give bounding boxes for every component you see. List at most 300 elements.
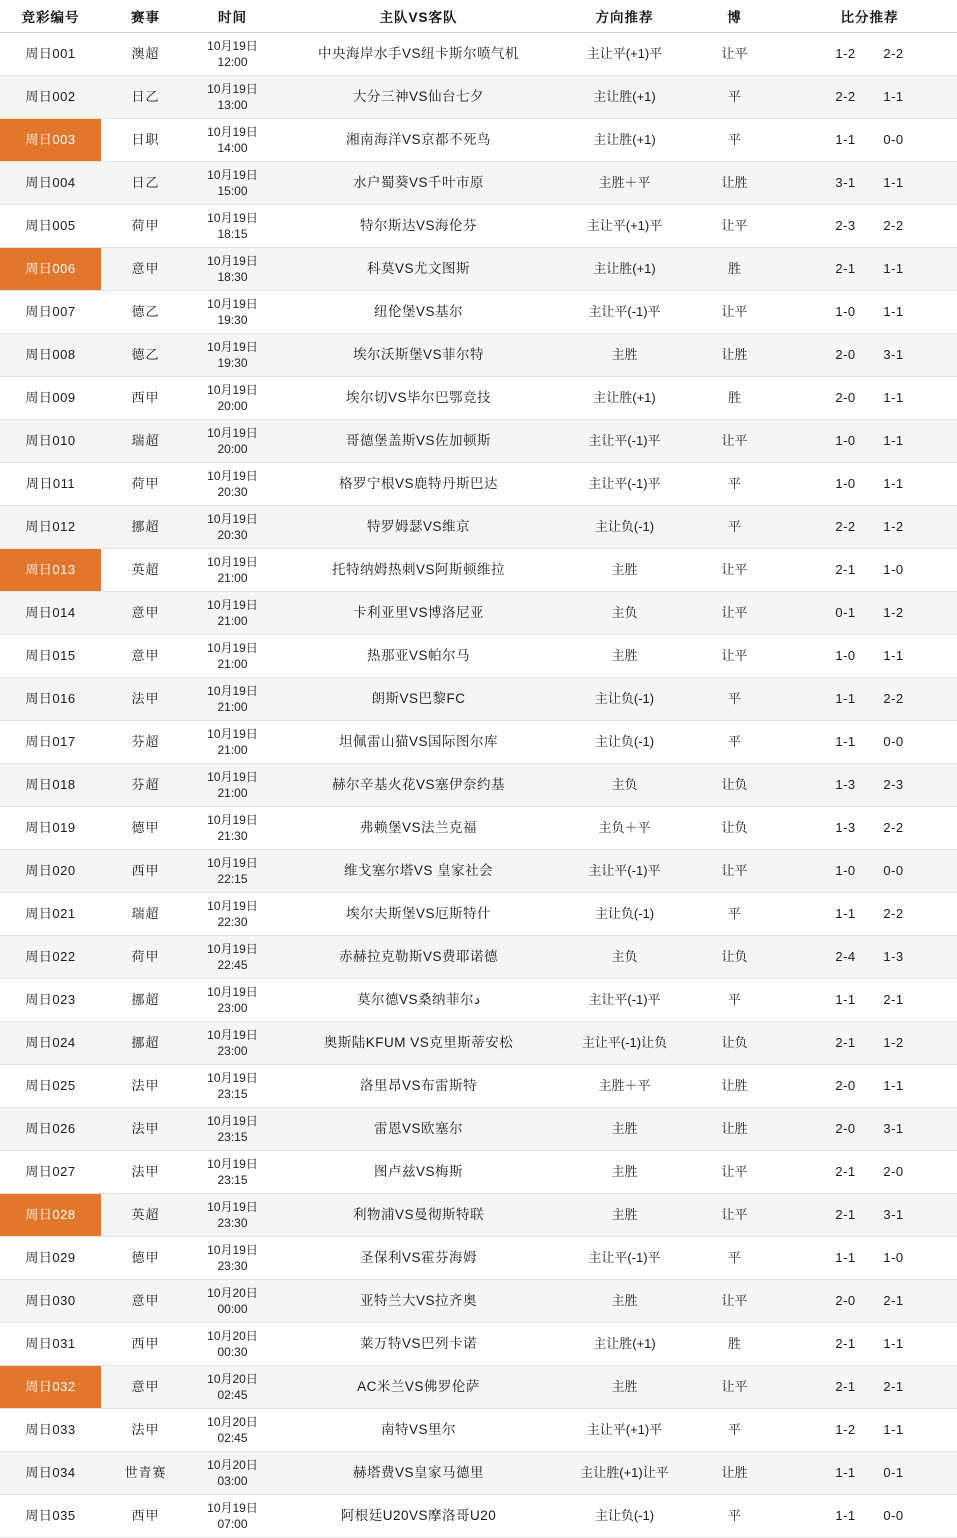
cell-match-id: 周日032	[0, 1366, 101, 1409]
cell-date-text: 10月19日	[207, 1199, 258, 1214]
cell-clock-text: 21:00	[217, 657, 248, 671]
table-row	[0, 1151, 957, 1194]
cell-direction: 主负	[562, 592, 687, 635]
cell-match-id: 周日031	[0, 1323, 101, 1366]
cell-time	[190, 549, 275, 592]
score-option-2: 2-1	[883, 1293, 904, 1309]
cell-match-id: 周日024	[0, 1022, 101, 1065]
cell-match-id: 周日004	[0, 162, 101, 205]
cell-teams: 维戈塞尔塔VS 皇家社会	[275, 850, 562, 893]
score-option-2: 2-2	[883, 691, 904, 707]
score-option-1: 1-2	[835, 46, 856, 62]
cell-score	[782, 1495, 957, 1538]
cell-teams: 中央海岸水手VS纽卡斯尔喷气机	[275, 33, 562, 76]
score-option-1: 1-1	[835, 691, 856, 707]
cell-match-id: 周日003	[0, 119, 101, 162]
cell-date-text: 10月19日	[207, 511, 258, 526]
score-option-2: 2-2	[883, 46, 904, 62]
score-option-1: 1-1	[835, 734, 856, 750]
cell-bo: 让平	[687, 1366, 782, 1409]
score-option-1: 1-0	[835, 476, 856, 492]
score-option-1: 2-1	[835, 562, 856, 578]
cell-score	[782, 76, 957, 119]
cell-bo: 让胜	[687, 1108, 782, 1151]
cell-teams: 阿根廷U20VS摩洛哥U20	[275, 1495, 562, 1538]
score-option-1: 2-4	[835, 949, 856, 965]
cell-bo: 让胜	[687, 334, 782, 377]
header-teams: 主队VS客队	[275, 0, 562, 33]
score-option-1: 1-1	[835, 1508, 856, 1524]
cell-direction: 主胜	[562, 334, 687, 377]
cell-match-id: 周日023	[0, 979, 101, 1022]
cell-time	[190, 893, 275, 936]
cell-date-text: 10月19日	[207, 898, 258, 913]
cell-clock-text: 07:00	[217, 1517, 248, 1531]
table-row	[0, 1495, 957, 1538]
score-option-1: 2-1	[835, 1336, 856, 1352]
table-row	[0, 291, 957, 334]
cell-league: 意甲	[101, 248, 190, 291]
cell-direction: 主胜	[562, 1280, 687, 1323]
cell-match-id: 周日012	[0, 506, 101, 549]
score-option-2: 2-2	[883, 820, 904, 836]
cell-teams: 洛里昂VS布雷斯特	[275, 1065, 562, 1108]
cell-time	[190, 678, 275, 721]
cell-date-text: 10月19日	[207, 425, 258, 440]
cell-score	[782, 1022, 957, 1065]
cell-time	[190, 1194, 275, 1237]
cell-bo: 让胜	[687, 1065, 782, 1108]
table-row	[0, 635, 957, 678]
score-option-1: 1-1	[835, 1465, 856, 1481]
score-option-1: 2-0	[835, 347, 856, 363]
score-option-2: 0-0	[883, 132, 904, 148]
cell-match-id: 周日001	[0, 33, 101, 76]
cell-league: 西甲	[101, 377, 190, 420]
cell-bo: 让平	[687, 592, 782, 635]
cell-score	[782, 377, 957, 420]
table-row	[0, 1323, 957, 1366]
cell-league: 日乙	[101, 76, 190, 119]
cell-match-id: 周日007	[0, 291, 101, 334]
table-row	[0, 979, 957, 1022]
cell-league: 法甲	[101, 1409, 190, 1452]
cell-score	[782, 463, 957, 506]
cell-direction: 主让平(-1)平	[562, 463, 687, 506]
cell-bo: 胜	[687, 248, 782, 291]
score-option-1: 1-3	[835, 777, 856, 793]
cell-score	[782, 33, 957, 76]
cell-date-text: 10月19日	[207, 1027, 258, 1042]
cell-clock-text: 21:00	[217, 614, 248, 628]
score-option-2: 1-3	[883, 949, 904, 965]
cell-date-text: 10月19日	[207, 683, 258, 698]
cell-date-text: 10月19日	[207, 1113, 258, 1128]
table-row	[0, 850, 957, 893]
cell-time	[190, 291, 275, 334]
cell-clock-text: 02:45	[217, 1431, 248, 1445]
score-option-2: 2-3	[883, 777, 904, 793]
cell-clock-text: 22:45	[217, 958, 248, 972]
score-option-1: 1-1	[835, 1250, 856, 1266]
cell-direction: 主让平(-1)平	[562, 979, 687, 1022]
cell-date-text: 10月20日	[207, 1328, 258, 1343]
cell-time	[190, 979, 275, 1022]
score-option-2: 1-1	[883, 648, 904, 664]
cell-teams: 坦佩雷山猫VS国际图尔库	[275, 721, 562, 764]
cell-direction: 主让平(-1)平	[562, 420, 687, 463]
score-option-1: 2-0	[835, 1293, 856, 1309]
cell-clock-text: 21:00	[217, 571, 248, 585]
cell-league: 西甲	[101, 850, 190, 893]
cell-match-id: 周日016	[0, 678, 101, 721]
cell-time	[190, 1065, 275, 1108]
score-option-1: 1-1	[835, 992, 856, 1008]
table-row	[0, 721, 957, 764]
cell-teams: 赫塔费VS皇家马德里	[275, 1452, 562, 1495]
cell-direction: 主让平(-1)让负	[562, 1022, 687, 1065]
cell-time	[190, 1495, 275, 1538]
cell-match-id: 周日014	[0, 592, 101, 635]
cell-match-id: 周日035	[0, 1495, 101, 1538]
cell-match-id: 周日013	[0, 549, 101, 592]
score-option-2: 3-1	[883, 347, 904, 363]
cell-direction: 主胜	[562, 1151, 687, 1194]
cell-match-id: 周日019	[0, 807, 101, 850]
cell-time	[190, 377, 275, 420]
score-option-1: 2-1	[835, 1035, 856, 1051]
cell-direction: 主让负(-1)	[562, 1495, 687, 1538]
score-option-1: 1-3	[835, 820, 856, 836]
cell-match-id: 周日025	[0, 1065, 101, 1108]
cell-date-text: 10月19日	[207, 253, 258, 268]
cell-date-text: 10月19日	[207, 769, 258, 784]
cell-clock-text: 21:00	[217, 700, 248, 714]
cell-match-id: 周日030	[0, 1280, 101, 1323]
cell-match-id: 周日028	[0, 1194, 101, 1237]
cell-time	[190, 33, 275, 76]
cell-time	[190, 1366, 275, 1409]
cell-time	[190, 1409, 275, 1452]
score-option-2: 1-1	[883, 1336, 904, 1352]
score-option-1: 0-1	[835, 605, 856, 621]
cell-direction: 主让平(-1)平	[562, 850, 687, 893]
cell-bo: 平	[687, 1495, 782, 1538]
cell-date-text: 10月19日	[207, 812, 258, 827]
cell-score	[782, 291, 957, 334]
cell-direction: 主让负(-1)	[562, 678, 687, 721]
cell-date-text: 10月19日	[207, 1500, 258, 1515]
score-option-2: 0-0	[883, 1508, 904, 1524]
cell-direction: 主让负(-1)	[562, 721, 687, 764]
cell-match-id: 周日034	[0, 1452, 101, 1495]
cell-date-text: 10月19日	[207, 468, 258, 483]
cell-league: 荷甲	[101, 936, 190, 979]
cell-clock-text: 20:30	[217, 485, 248, 499]
cell-direction: 主胜＋平	[562, 1065, 687, 1108]
score-option-1: 2-1	[835, 1207, 856, 1223]
cell-teams: 弗赖堡VS法兰克福	[275, 807, 562, 850]
cell-direction: 主让负(-1)	[562, 506, 687, 549]
cell-teams: 朗斯VS巴黎FC	[275, 678, 562, 721]
cell-date-text: 10月19日	[207, 167, 258, 182]
cell-league: 德乙	[101, 334, 190, 377]
cell-match-id: 周日017	[0, 721, 101, 764]
cell-score	[782, 936, 957, 979]
cell-league: 法甲	[101, 1151, 190, 1194]
cell-date-text: 10月19日	[207, 1156, 258, 1171]
cell-time	[190, 119, 275, 162]
score-option-2: 1-0	[883, 562, 904, 578]
cell-score	[782, 1065, 957, 1108]
cell-score	[782, 1323, 957, 1366]
table-row	[0, 1366, 957, 1409]
score-option-2: 1-1	[883, 304, 904, 320]
cell-score	[782, 549, 957, 592]
cell-score	[782, 420, 957, 463]
cell-bo: 让平	[687, 635, 782, 678]
header-league: 赛事	[101, 0, 190, 33]
score-option-1: 1-1	[835, 132, 856, 148]
score-option-2: 1-2	[883, 1035, 904, 1051]
cell-league: 瑞超	[101, 893, 190, 936]
cell-time	[190, 850, 275, 893]
score-option-1: 2-2	[835, 519, 856, 535]
cell-bo: 让平	[687, 33, 782, 76]
cell-score	[782, 162, 957, 205]
cell-score	[782, 1194, 957, 1237]
score-option-2: 1-1	[883, 89, 904, 105]
score-option-2: 1-1	[883, 390, 904, 406]
cell-time	[190, 592, 275, 635]
cell-score	[782, 119, 957, 162]
cell-bo: 让平	[687, 291, 782, 334]
cell-score	[782, 893, 957, 936]
score-option-1: 2-3	[835, 218, 856, 234]
cell-clock-text: 15:00	[217, 184, 248, 198]
score-option-1: 1-0	[835, 863, 856, 879]
cell-clock-text: 02:45	[217, 1388, 248, 1402]
cell-clock-text: 19:30	[217, 356, 248, 370]
cell-score	[782, 850, 957, 893]
cell-score	[782, 764, 957, 807]
cell-bo: 让胜	[687, 1452, 782, 1495]
cell-bo: 平	[687, 1409, 782, 1452]
cell-match-id: 周日020	[0, 850, 101, 893]
table-row	[0, 1409, 957, 1452]
table-row	[0, 248, 957, 291]
cell-teams: 托特纳姆热刺VS阿斯顿维拉	[275, 549, 562, 592]
cell-date-text: 10月19日	[207, 339, 258, 354]
cell-league: 芬超	[101, 764, 190, 807]
cell-bo: 让平	[687, 549, 782, 592]
cell-match-id: 周日005	[0, 205, 101, 248]
header-bo: 博	[687, 0, 782, 33]
cell-direction: 主胜	[562, 549, 687, 592]
score-option-2: 1-1	[883, 175, 904, 191]
cell-date-text: 10月19日	[207, 941, 258, 956]
cell-teams: 热那亚VS帕尔马	[275, 635, 562, 678]
cell-direction: 主让胜(+1)让平	[562, 1452, 687, 1495]
score-option-2: 2-1	[883, 992, 904, 1008]
cell-clock-text: 23:00	[217, 1044, 248, 1058]
cell-bo: 胜	[687, 377, 782, 420]
cell-time	[190, 1151, 275, 1194]
cell-clock-text: 20:00	[217, 399, 248, 413]
cell-teams: 埃尔沃斯堡VS菲尔特	[275, 334, 562, 377]
cell-time	[190, 1452, 275, 1495]
cell-teams: 格罗宁根VS鹿特丹斯巴达	[275, 463, 562, 506]
cell-clock-text: 23:15	[217, 1130, 248, 1144]
score-option-1: 2-1	[835, 261, 856, 277]
table-row	[0, 764, 957, 807]
header-time: 时间	[190, 0, 275, 33]
cell-league: 西甲	[101, 1323, 190, 1366]
score-option-2: 0-0	[883, 863, 904, 879]
cell-teams: 赤赫拉克勒斯VS费耶诺德	[275, 936, 562, 979]
score-option-2: 2-0	[883, 1164, 904, 1180]
cell-clock-text: 18:15	[217, 227, 248, 241]
cell-league: 日职	[101, 119, 190, 162]
cell-time	[190, 162, 275, 205]
cell-direction: 主让平(-1)平	[562, 1237, 687, 1280]
cell-score	[782, 721, 957, 764]
cell-date-text: 10月19日	[207, 124, 258, 139]
cell-time	[190, 721, 275, 764]
cell-clock-text: 23:30	[217, 1216, 248, 1230]
cell-league: 日乙	[101, 162, 190, 205]
cell-league: 德甲	[101, 1237, 190, 1280]
score-option-2: 1-1	[883, 476, 904, 492]
cell-teams: 哥德堡盖斯VS佐加顿斯	[275, 420, 562, 463]
score-option-1: 2-1	[835, 1164, 856, 1180]
cell-time	[190, 420, 275, 463]
table-row	[0, 549, 957, 592]
cell-league: 瑞超	[101, 420, 190, 463]
cell-time	[190, 1022, 275, 1065]
cell-time	[190, 1323, 275, 1366]
cell-match-id: 周日010	[0, 420, 101, 463]
cell-bo: 平	[687, 893, 782, 936]
cell-direction: 主负	[562, 764, 687, 807]
cell-teams: 特罗姆瑟VS维京	[275, 506, 562, 549]
cell-score	[782, 1237, 957, 1280]
cell-league: 澳超	[101, 33, 190, 76]
cell-match-id: 周日033	[0, 1409, 101, 1452]
cell-bo: 平	[687, 721, 782, 764]
table-row	[0, 334, 957, 377]
cell-teams: 埃尔夫斯堡VS厄斯特什	[275, 893, 562, 936]
cell-direction: 主让胜(+1)	[562, 248, 687, 291]
cell-match-id: 周日022	[0, 936, 101, 979]
cell-date-text: 10月19日	[207, 1070, 258, 1085]
cell-time	[190, 463, 275, 506]
cell-clock-text: 03:00	[217, 1474, 248, 1488]
cell-direction: 主让平(+1)平	[562, 1409, 687, 1452]
cell-clock-text: 12:00	[217, 55, 248, 69]
cell-score	[782, 1280, 957, 1323]
cell-time	[190, 1280, 275, 1323]
score-option-2: 0-0	[883, 734, 904, 750]
cell-bo: 平	[687, 506, 782, 549]
cell-clock-text: 00:00	[217, 1302, 248, 1316]
cell-bo: 让负	[687, 807, 782, 850]
cell-direction: 主让胜(+1)	[562, 76, 687, 119]
cell-score	[782, 506, 957, 549]
cell-time	[190, 1237, 275, 1280]
table-row	[0, 76, 957, 119]
cell-date-text: 10月19日	[207, 81, 258, 96]
cell-clock-text: 13:00	[217, 98, 248, 112]
header-row	[0, 0, 957, 33]
cell-clock-text: 21:30	[217, 829, 248, 843]
cell-clock-text: 22:15	[217, 872, 248, 886]
cell-score	[782, 1409, 957, 1452]
cell-teams: 雷恩VS欧塞尔	[275, 1108, 562, 1151]
cell-teams: 水户蜀葵VS千叶市原	[275, 162, 562, 205]
cell-direction: 主胜	[562, 635, 687, 678]
table-row	[0, 893, 957, 936]
cell-date-text: 10月19日	[207, 1242, 258, 1257]
cell-clock-text: 21:00	[217, 743, 248, 757]
cell-direction: 主让平(-1)平	[562, 291, 687, 334]
score-option-2: 1-2	[883, 519, 904, 535]
cell-time	[190, 936, 275, 979]
table-row	[0, 463, 957, 506]
cell-teams: 纽伦堡VS基尔	[275, 291, 562, 334]
cell-bo: 平	[687, 463, 782, 506]
cell-score	[782, 678, 957, 721]
table-row	[0, 1194, 957, 1237]
cell-score	[782, 635, 957, 678]
cell-score	[782, 1452, 957, 1495]
cell-direction: 主胜	[562, 1108, 687, 1151]
table-row	[0, 33, 957, 76]
cell-bo: 让负	[687, 936, 782, 979]
table-row	[0, 1237, 957, 1280]
cell-match-id: 周日011	[0, 463, 101, 506]
cell-bo: 平	[687, 119, 782, 162]
table-row	[0, 1022, 957, 1065]
cell-clock-text: 14:00	[217, 141, 248, 155]
cell-bo: 平	[687, 678, 782, 721]
cell-direction: 主让胜(+1)	[562, 1323, 687, 1366]
cell-clock-text: 19:30	[217, 313, 248, 327]
cell-league: 意甲	[101, 635, 190, 678]
cell-teams: 埃尔切VS毕尔巴鄂竞技	[275, 377, 562, 420]
cell-score	[782, 979, 957, 1022]
cell-clock-text: 23:15	[217, 1087, 248, 1101]
score-option-2: 3-1	[883, 1121, 904, 1137]
cell-league: 德甲	[101, 807, 190, 850]
cell-league: 意甲	[101, 592, 190, 635]
cell-clock-text: 20:00	[217, 442, 248, 456]
header-score: 比分推荐	[782, 0, 957, 33]
cell-direction: 主负＋平	[562, 807, 687, 850]
score-option-1: 1-0	[835, 304, 856, 320]
table-row	[0, 377, 957, 420]
cell-date-text: 10月20日	[207, 1414, 258, 1429]
cell-teams: 奥斯陆KFUM VS克里斯蒂安松	[275, 1022, 562, 1065]
cell-match-id: 周日009	[0, 377, 101, 420]
score-option-2: 2-2	[883, 906, 904, 922]
cell-bo: 让平	[687, 1280, 782, 1323]
cell-score	[782, 807, 957, 850]
cell-date-text: 10月19日	[207, 296, 258, 311]
table-row	[0, 936, 957, 979]
cell-match-id: 周日029	[0, 1237, 101, 1280]
cell-date-text: 10月20日	[207, 1285, 258, 1300]
